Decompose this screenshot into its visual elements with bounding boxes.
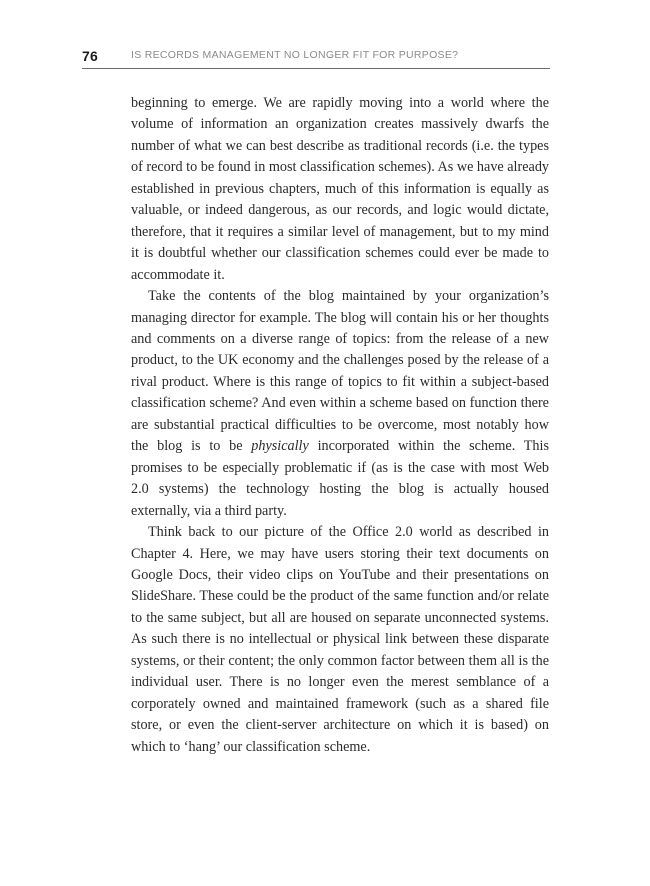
- paragraph-1: beginning to emerge. We are rapidly moving into a world where the volume of information an organization creates massively dwarfs the number of what we can best describe as traditional records (i.e. the types of record to be found in most classification schemes). As we have already established in previous chapters, much of this information is equally as valuable, or indeed dangerous, as our records, and logic would dictate, therefore, that it requires a similar level of management, but to my mind it is doubtful whether our classification schemes could ever be made to accommodate it.: [131, 95, 550, 283]
- running-title: IS RECORDS MANAGEMENT NO LONGER FIT FOR PURPOSE?: [131, 49, 459, 61]
- body-text: [131, 93, 549, 758]
- running-head: [82, 44, 550, 69]
- paragraph-2-part-1: Take the contents of the blog maintained by your organization’s managing director for example. The blog will contain his or her thoughts and comments on a diverse range of topics: from the release of a new product, to the UK economy and the challenges posed by the release of a rival product. Where is this range of topics to fit within a subject-based classification scheme? And even within a scheme based on function there are substantial practical difficulties to be overcome, most notably how the blog is to be: [131, 288, 549, 455]
- page-number: 76: [82, 48, 98, 64]
- paragraph-3: Think back to our picture of the Office 2.0 world as described in Chapter 4. Here, we may have users storing their text documents on Google Docs, their video clips on YouTube and their presentations on SlideShare. These could be the product of the same function and/or relate to the same subject, but all are housed on separate unconnected systems. As such there is no intellectual or physical link between these disparate systems, or their content; the only common factor between them all is the individual user. There is no longer even the merest semblance of a corporately owned and maintained framework (such as a shared file store, or even the client-server architecture on which it is based) on which to ‘hang’ our classification scheme.: [131, 524, 549, 755]
- paragraph-2-part-2: incorporated within the scheme. This promises to be especially problematic if (as is the case with most Web 2.0 systems) the technology hosting the blog is actually housed externally, via a third party.: [131, 438, 549, 519]
- italic-emphasis: physically: [251, 438, 309, 455]
- paragraph-2: [131, 286, 549, 522]
